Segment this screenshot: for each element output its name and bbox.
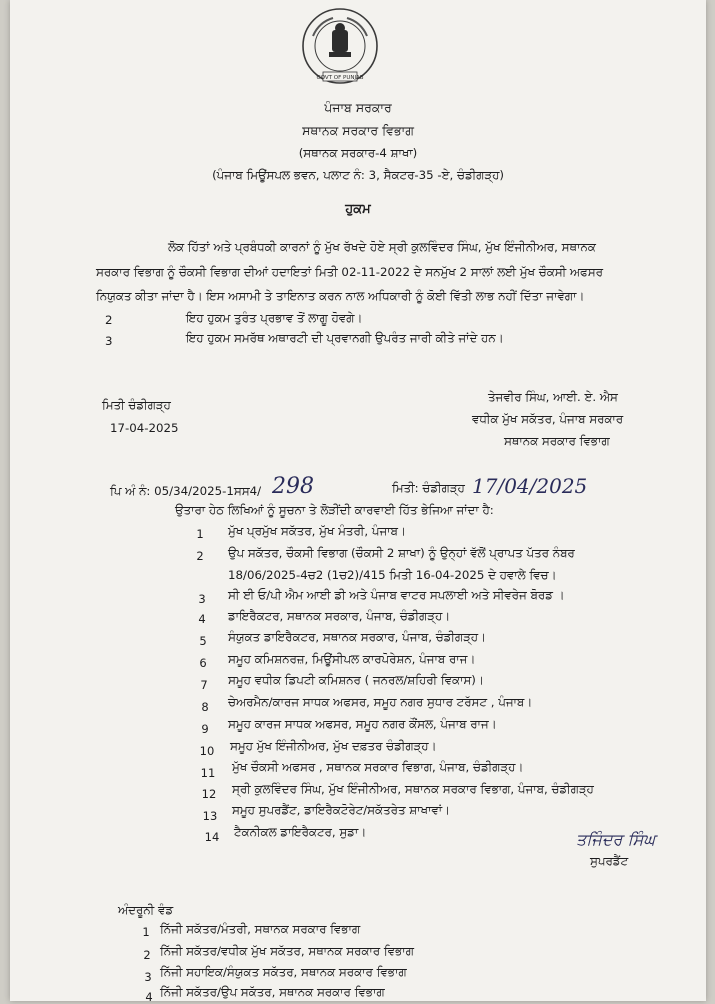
list-item-number: 14 bbox=[204, 830, 220, 844]
list-item: ਸਮੂਹ ਵਧੀਕ ਡਿਪਟੀ ਕਮਿਸ਼ਨਰ ( ਜਨਰਲ/ਸ਼ਹਿਰੀ ਵਿਕਾਸ)। bbox=[228, 673, 484, 687]
endorsement-intro: ਉਤਾਰਾ ਹੇਠ ਲਿਖਿਆਂ ਨੂੰ ਸੂਚਨਾ ਤੇ ਲੋੜੀਂਦੀ ਕਾਰਵਾਈ ਹਿੱਤ ਭੇਜਿਆ ਜਾਂਦਾ ਹੈ: bbox=[175, 503, 494, 517]
list-item-number: 3 bbox=[198, 592, 206, 606]
order-date: 17-04-2025 bbox=[110, 421, 179, 435]
list-item: ਸਮੂਹ ਕਾਰਜ ਸਾਧਕ ਅਫਸਰ, ਸਮੂਹ ਨਗਰ ਕੌਂਸਲ, ਪੰਜਾਬ ਰਾਜ। bbox=[228, 717, 497, 731]
superintendent-title: ਸੁਪਰਡੈਂਟ bbox=[590, 854, 629, 868]
endorsement-date-label: ਮਿਤੀ: ਚੰਡੀਗੜ੍ਹ bbox=[392, 481, 465, 495]
signatory-name: ਤੇਜਵੀਰ ਸਿੰਘ, ਆਈ. ਏ. ਐਸ bbox=[488, 390, 618, 404]
punjab-govt-emblem-icon bbox=[299, 6, 381, 88]
list-item-number: 10 bbox=[199, 744, 215, 758]
list-item: ਮੁੱਖ ਪ੍ਰਮੁੱਖ ਸਕੱਤਰ, ਮੁੱਖ ਮੰਤਰੀ, ਪੰਜਾਬ। bbox=[228, 524, 406, 538]
header-branch: (ਸਥਾਨਕ ਸਰਕਾਰ-4 ਸ਼ਾਖਾ) bbox=[298, 146, 418, 160]
superintendent-signature: ਤਜਿੰਦਰ ਸਿੰਘ bbox=[576, 830, 656, 849]
list-item-number: 1 bbox=[196, 527, 204, 541]
order-para-1-line-3: ਨਿਯੁਕਤ ਕੀਤਾ ਜਾਂਦਾ ਹੈ। ਇਸ ਅਸਾਮੀ ਤੇ ਤਾਇਨਾਤ ਕਰਨ ਨਾਲ ਅਧਿਕਾਰੀ ਨੂੰ ਕੋਈ ਵਿੱਤੀ ਲਾਭ ਨਹੀਂ ਦਿੱਤਾ ਜਾਵੇਗਾ। bbox=[96, 289, 585, 303]
emblem-seal-text: GOVT OF PUNJAB bbox=[316, 75, 364, 81]
list-item-number: 13 bbox=[202, 809, 218, 823]
list-item-number: 2 bbox=[196, 549, 204, 563]
signatory-department: ਸਥਾਨਕ ਸਰਕਾਰ ਵਿਭਾਗ bbox=[504, 434, 610, 448]
list-item: ਸਮੂਹ ਸੁਪਰਡੈਂਟ, ਡਾਇਰੈਕਟੋਰੇਟ/ਸਕੱਤਰੇਤ ਸ਼ਾਖਾਵਾਂ। bbox=[232, 803, 451, 817]
order-para-2-number: 2 bbox=[105, 313, 113, 327]
list-item: ਸਮੂਹ ਮੁੱਖ ਇੰਜੀਨੀਅਰ, ਮੁੱਖ ਦਫ਼ਤਰ ਚੰਡੀਗੜ੍ਹ। bbox=[230, 739, 437, 753]
order-title: ਹੁਕਮ bbox=[345, 202, 371, 217]
order-para-3-number: 3 bbox=[105, 334, 113, 348]
list-item-number: 3 bbox=[144, 970, 152, 984]
list-item-number: 5 bbox=[199, 634, 207, 648]
list-item: ਸੰਯੁਕਤ ਡਾਇਰੈਕਟਰ, ਸਥਾਨਕ ਸਰਕਾਰ, ਪੰਜਾਬ, ਚੰਡੀਗੜ੍ਹ। bbox=[228, 630, 486, 644]
list-item-number: 6 bbox=[199, 656, 207, 670]
list-item: ਨਿੱਜੀ ਸਹਾਇਕ/ਸੰਯੁਕਤ ਸਕੱਤਰ, ਸਥਾਨਕ ਸਰਕਾਰ ਵਿਭਾਗ bbox=[160, 965, 407, 979]
list-item-number: 2 bbox=[143, 948, 151, 962]
signatory-designation: ਵਧੀਕ ਮੁੱਖ ਸਕੱਤਰ, ਪੰਜਾਬ ਸਰਕਾਰ bbox=[472, 412, 624, 426]
endorsement-ref-prefix: ਪਿ ਅੰ ਨੰ: 05/34/2025-1ਸਸ4/ bbox=[110, 484, 262, 498]
list-item: ਸੀ ਈ ਓ/ਪੀ ਐਮ ਆਈ ਡੀ ਅਤੇ ਪੰਜਾਬ ਵਾਟਰ ਸਪਲਾਈ ਅਤੇ ਸੀਵਰੇਜ ਬੋਰਡ । bbox=[228, 588, 565, 602]
order-para-3: ਇਹ ਹੁਕਮ ਸਮਰੱਥ ਅਥਾਰਟੀ ਦੀ ਪ੍ਰਵਾਨਗੀ ਉਪਰੰਤ ਜਾਰੀ ਕੀਤੇ ਜਾਂਦੇ ਹਨ। bbox=[186, 331, 504, 345]
order-para-2: ਇਹ ਹੁਕਮ ਤੁਰੰਤ ਪ੍ਰਭਾਵ ਤੋਂ ਲਾਗੂ ਹੋਵਗੇ। bbox=[186, 311, 363, 325]
list-item-number: 4 bbox=[145, 990, 153, 1004]
order-para-1-line-1: ਲੋਕ ਹਿੱਤਾਂ ਅਤੇ ਪ੍ਰਬੰਧਕੀ ਕਾਰਨਾਂ ਨੂੰ ਮੁੱਖ ਰੱਖਦੇ ਹੋਏ ਸ੍ਰੀ ਕੁਲਵਿੰਦਰ ਸਿੰਘ, ਮੁੱਖ ਇੰਜੀਨੀਅਰ, ਸਥਾਨਕ bbox=[168, 240, 596, 254]
list-item-continuation: 18/06/2025-4ਚ2 (1ਚ2)/415 ਮਿਤੀ 16-04-2025 ਦੇ ਹਵਾਲੇ ਵਿਚ। bbox=[228, 568, 557, 582]
list-item-number: 4 bbox=[198, 612, 206, 626]
list-item: ਚੇਅਰਮੈਨ/ਕਾਰਜ ਸਾਧਕ ਅਫਸਰ, ਸਮੂਹ ਨਗਰ ਸੁਧਾਰ ਟਰੱਸਟ , ਪੰਜਾਬ। bbox=[228, 695, 533, 709]
list-item-number: 9 bbox=[201, 722, 209, 736]
list-item: ਨਿੱਜੀ ਸਕੱਤਰ/ਵਧੀਕ ਮੁੱਖ ਸਕੱਤਰ, ਸਥਾਨਕ ਸਰਕਾਰ ਵਿਭਾਗ bbox=[160, 944, 414, 958]
list-item: ਟੈਕਨੀਕਲ ਡਾਇਰੈਕਟਰ, ਸੁਡਾ। bbox=[234, 825, 367, 839]
document-page bbox=[10, 0, 706, 1004]
list-item: ਉਪ ਸਕੱਤਰ, ਚੌਕਸੀ ਵਿਭਾਗ (ਚੌਕਸੀ 2 ਸ਼ਾਖਾ) ਨੂੰ ਉਨ੍ਹਾਂ ਵੱਲੋਂ ਪ੍ਰਾਪਤ ਪੱਤਰ ਨੰਬਰ bbox=[228, 546, 575, 560]
list-item-number: 1 bbox=[142, 925, 150, 939]
list-item: ਸ੍ਰੀ ਕੁਲਵਿੰਦਰ ਸਿੰਘ, ਮੁੱਖ ਇੰਜੀਨੀਅਰ, ਸਥਾਨਕ ਸਰਕਾਰ ਵਿਭਾਗ, ਪੰਜਾਬ, ਚੰਡੀਗੜ੍ਹ bbox=[232, 782, 594, 796]
list-item: ਨਿੱਜੀ ਸਕੱਤਰ/ਮੰਤਰੀ, ਸਥਾਨਕ ਸਰਕਾਰ ਵਿਭਾਗ bbox=[160, 922, 361, 936]
endorsement-ref-number: 298 bbox=[272, 474, 314, 499]
list-item-number: 12 bbox=[201, 787, 217, 801]
list-item: ਡਾਇਰੈਕਟਰ, ਸਥਾਨਕ ਸਰਕਾਰ, ਪੰਜਾਬ, ਚੰਡੀਗੜ੍ਹ। bbox=[228, 609, 451, 623]
header-govt: ਪੰਜਾਬ ਸਰਕਾਰ bbox=[324, 100, 392, 115]
list-item: ਨਿੱਜੀ ਸਕੱਤਰ/ਉਪ ਸਕੱਤਰ, ਸਥਾਨਕ ਸਰਕਾਰ ਵਿਭਾਗ bbox=[160, 985, 385, 999]
endorsement-date-value: 17/04/2025 bbox=[472, 474, 588, 498]
order-para-1-line-2: ਸਰਕਾਰ ਵਿਭਾਗ ਨੂੰ ਚੌਕਸੀ ਵਿਭਾਗ ਦੀਆਂ ਹਦਾਇਤਾਂ ਮਿਤੀ 02-11-2022 ਦੇ ਸਨਮੁੱਖ 2 ਸਾਲਾਂ ਲਈ ਮੁੱਖ ਚੌਕਸੀ ਅਫਸਰ bbox=[96, 265, 603, 279]
list-item-number: 7 bbox=[200, 678, 208, 692]
list-item: ਸਮੂਹ ਕਮਿਸ਼ਨਰਜ਼, ਮਿਊਂਸੀਪਲ ਕਾਰਪੋਰੇਸ਼ਨ, ਪੰਜਾਬ ਰਾਜ। bbox=[228, 652, 476, 666]
internal-distribution-heading: ਅੰਦਰੂਨੀ ਵੰਡ bbox=[118, 903, 173, 917]
header-department: ਸਥਾਨਕ ਸਰਕਾਰ ਵਿਭਾਗ bbox=[302, 123, 414, 138]
list-item: ਮੁੱਖ ਚੌਕਸੀ ਅਫਸਰ , ਸਥਾਨਕ ਸਰਕਾਰ ਵਿਭਾਗ, ਪੰਜਾਬ, ਚੰਡੀਗੜ੍ਹ। bbox=[232, 760, 524, 774]
header-address: (ਪੰਜਾਬ ਮਿਊਂਸਪਲ ਭਵਨ, ਪਲਾਟ ਨੰ: 3, ਸੈਕਟਰ-35 -ਏ, ਚੰਡੀਗੜ੍ਹ) bbox=[212, 168, 504, 182]
place-label: ਮਿਤੀ ਚੰਡੀਗੜ੍ਹ bbox=[102, 398, 171, 412]
list-item-number: 8 bbox=[201, 700, 209, 714]
list-item-number: 11 bbox=[200, 766, 216, 780]
